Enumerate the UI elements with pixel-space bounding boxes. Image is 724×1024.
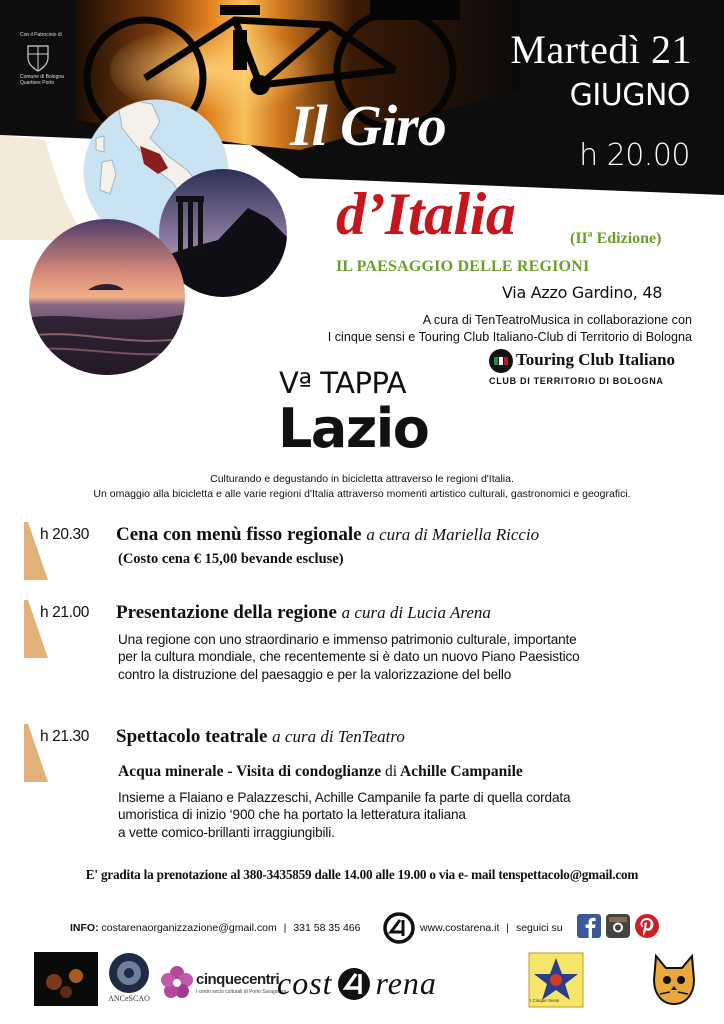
event-3-time: h 21.30 xyxy=(40,728,89,745)
event-2-body-line: contro la distruzione del paesaggio e per la valorizzazione del bello xyxy=(118,666,512,682)
event-3-body-line: a vette comico-brillanti irraggiungibili. xyxy=(118,824,335,840)
event-3-title xyxy=(116,726,405,748)
site-link[interactable]: www.costarena.it xyxy=(420,922,500,934)
photo-logo-icon xyxy=(34,952,98,1006)
cinquecentri-sub: i centri socio culturali di Porto Saragozza xyxy=(196,989,287,995)
cat-logo-icon xyxy=(650,950,698,1008)
organizer-line2: I cinque sensi e Touring Club Italiano-Club di Territorio di Bologna xyxy=(327,330,692,344)
flower-icon xyxy=(160,965,194,999)
tappa-region: Lazio xyxy=(278,397,429,460)
event-3-body-line: Insieme a Flaiano e Palazzeschi, Achille Campanile fa parte di quella cordata xyxy=(118,790,571,805)
event-3-show-title: Acqua minerale - Visita di condoglianze xyxy=(118,763,382,780)
info-label: INFO: xyxy=(70,922,99,934)
cinquecentri-logo xyxy=(160,965,287,1009)
event-3-show xyxy=(118,763,523,781)
cinque-sensi-logo xyxy=(528,952,584,1008)
costarena-four-icon xyxy=(337,967,371,1001)
sponsor-name: Comune di Bologna xyxy=(20,74,64,80)
event-3-show-prefix: di xyxy=(384,763,398,780)
tappa-desc2: Un omaggio alla bicicletta e alle varie regioni d'Italia attraverso momenti artistico culturali, gastronomici e geografici. xyxy=(93,488,631,500)
ancescao-emblem-icon xyxy=(108,952,150,994)
links-sep: | xyxy=(506,922,510,934)
booking-line: E' gradita la prenotazione al 380-3435859 dalle 14.00 alle 19.00 o via e- mail tenspettacolo@gmail.com xyxy=(85,867,639,882)
costarena-word-b: rena xyxy=(375,965,437,1001)
event-1-title xyxy=(116,524,539,546)
info-email[interactable]: costarenaorganizzazione@gmail.com xyxy=(101,922,277,934)
ancescao-label: ANCeSCAO xyxy=(108,994,150,1003)
sponsor-sub: Quartiere Porto xyxy=(20,80,55,86)
event-2-by: a cura di Lucia Arena xyxy=(341,603,491,622)
event-3-show-author: Achille Campanile xyxy=(400,763,523,780)
tci-emblem-icon xyxy=(488,348,514,374)
costarena-wordmark xyxy=(277,965,437,1005)
ancescao-logo xyxy=(104,952,154,1008)
event-1-by: a cura di Mariella Riccio xyxy=(366,525,540,544)
tci-sub: CLUB DI TERRITORIO DI BOLOGNA xyxy=(489,376,664,386)
title-line1: Il Giro xyxy=(290,93,446,158)
sponsor-block xyxy=(20,32,80,86)
event-2-body-line: per la cultura mondiale, che recentemente si è dato un nuovo Piano Paesistico xyxy=(118,649,580,665)
footer-info xyxy=(70,922,360,934)
event-2-time: h 21.00 xyxy=(40,604,89,621)
instagram-icon[interactable] xyxy=(606,914,630,938)
event-3-by: a cura di TenTeatro xyxy=(272,727,405,746)
sunset-photo-icon xyxy=(28,218,186,376)
organizer-line1: A cura di TenTeatroMusica in collaborazione con xyxy=(422,313,692,327)
costarena-word-a: cost xyxy=(277,965,333,1001)
tappa-number: Vª TAPPA xyxy=(279,366,406,400)
event-2-body-line: Una regione con uno straordinario e immenso patrimonio culturale, importante xyxy=(118,632,577,647)
subtitle: IL PAESAGGIO DELLE REGIONI xyxy=(336,258,590,275)
event-day: Martedì 21 xyxy=(510,27,692,72)
event-3-body xyxy=(118,789,570,841)
tci-logo xyxy=(488,348,694,390)
event-3-body-line: umoristica di inizio ‘900 che ha portato la letteratura italiana xyxy=(118,807,466,823)
title-line2: d’Italia xyxy=(336,181,516,247)
tci-name: Touring Club Italiano xyxy=(516,350,676,369)
pinterest-icon[interactable] xyxy=(635,914,659,938)
bologna-crest-icon xyxy=(26,42,50,72)
facebook-icon[interactable] xyxy=(577,914,601,938)
event-3-title-text: Spettacolo teatrale xyxy=(116,726,268,747)
event-2-body xyxy=(118,631,580,683)
cinquecentri-label: cinquecentri xyxy=(196,971,280,988)
event-2-title xyxy=(116,602,491,624)
event-1-time: h 20.30 xyxy=(40,526,89,543)
costarena-logo-icon xyxy=(383,912,415,944)
event-month: GIUGNO xyxy=(569,78,690,113)
info-sep: | xyxy=(283,922,287,934)
edition-label: (IIª Edizione) xyxy=(570,230,662,247)
footer-links xyxy=(420,922,563,934)
event-1-title-text: Cena con menù fisso regionale xyxy=(116,524,362,545)
sponsor-small-text: Con il Patrocinio di xyxy=(20,32,62,38)
address: Via Azzo Gardino, 48 xyxy=(502,283,663,302)
event-2-title-text: Presentazione della regione xyxy=(116,602,337,623)
event-time: h 20.00 xyxy=(579,138,690,173)
follow-label: seguici su xyxy=(515,922,563,934)
tappa-desc1: Culturando e degustando in bicicletta attraverso le regioni d'Italia. xyxy=(210,473,514,485)
cinque-sensi-label: I Cinque Sensi xyxy=(530,998,560,1003)
event-1-note: (Costo cena € 15,00 bevande escluse) xyxy=(118,551,344,567)
info-phone: 331 58 35 466 xyxy=(293,922,361,934)
